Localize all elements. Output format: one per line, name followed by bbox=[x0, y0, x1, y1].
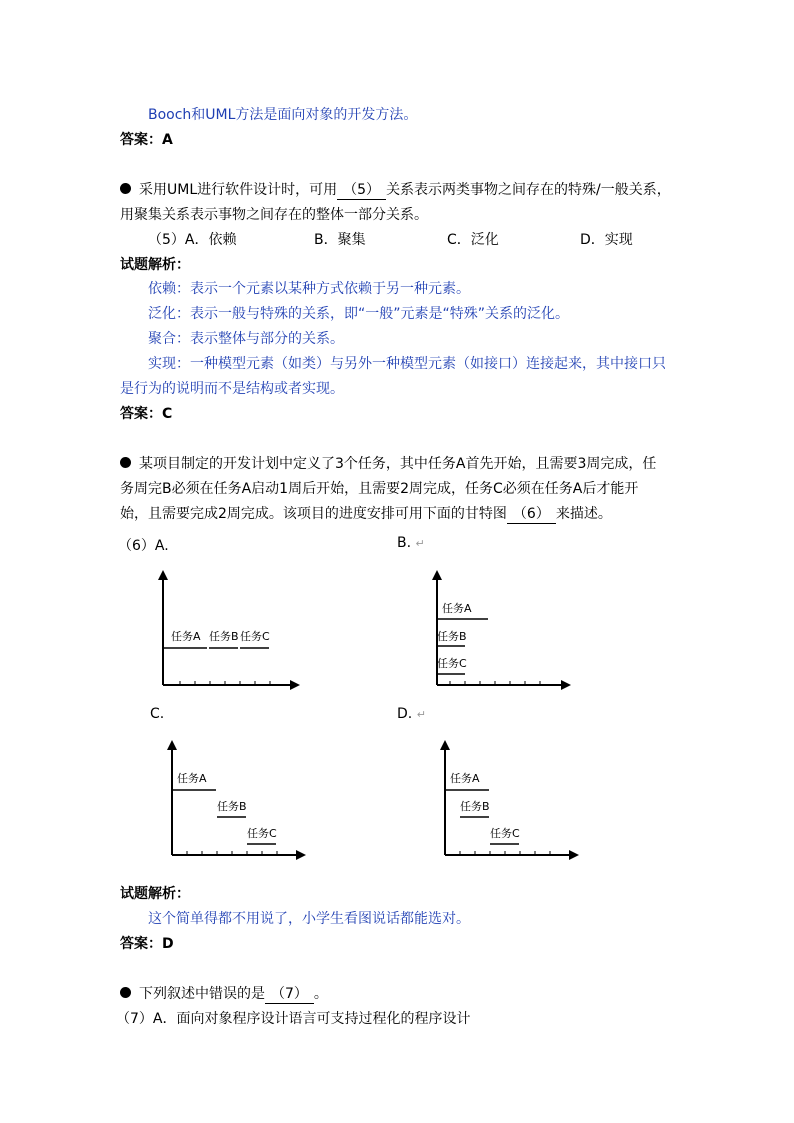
analysis-heading: 试题解析： bbox=[120, 257, 190, 273]
analysis-line: 依赖：表示一个元素以某种方式依赖于另一种元素。 bbox=[148, 281, 470, 297]
return-mark-icon: ↵ bbox=[415, 537, 425, 550]
question-6-line3: 始，且需要完成2周完成。该项目的进度安排可用下面的甘特图 （6） 来描述。 bbox=[120, 503, 612, 524]
option-b: B．聚集 bbox=[314, 232, 366, 248]
option-b-label: B. ↵ bbox=[397, 535, 425, 551]
question-6-line1: 某项目制定的开发计划中定义了3个任务，其中任务A首先开始，且需要3周完成，任 bbox=[120, 453, 656, 473]
answer-blank: （6） bbox=[507, 503, 556, 524]
task-a-label: 任务A bbox=[177, 772, 207, 785]
x-axis-arrow bbox=[290, 680, 300, 690]
analysis-line: 聚合：表示整体与部分的关系。 bbox=[148, 331, 344, 347]
task-b-label: 任务B bbox=[460, 800, 490, 813]
option-a: （5）A．依赖 bbox=[148, 232, 237, 248]
task-b-label: 任务B bbox=[209, 630, 239, 643]
task-a-label: 任务A bbox=[171, 630, 201, 643]
bullet-icon bbox=[120, 183, 131, 194]
return-mark-icon: ↵ bbox=[416, 708, 426, 721]
question-5-line1: 采用UML进行软件设计时，可用 （5） 关系表示两类事物之间存在的特殊/一般关系， bbox=[120, 179, 671, 200]
answer-line: 答案：A bbox=[120, 132, 173, 148]
task-c-label: 任务C bbox=[240, 630, 270, 643]
gantt-chart-d bbox=[433, 740, 588, 865]
y-axis-arrow bbox=[440, 740, 450, 750]
task-b-label: 任务B bbox=[437, 630, 467, 643]
option-d-label: D. ↵ bbox=[397, 706, 426, 722]
question-7-line1: 下列叙述中错误的是 （7） 。 bbox=[120, 983, 328, 1004]
option-c: C．泛化 bbox=[447, 232, 499, 248]
analysis-line: Booch和UML方法是面向对象的开发方法。 bbox=[148, 107, 418, 123]
x-axis-arrow bbox=[569, 850, 579, 860]
question-5-line2: 用聚集关系表示事物之间存在的整体一部分关系。 bbox=[120, 207, 428, 223]
y-axis-arrow bbox=[158, 570, 168, 580]
gantt-chart-a bbox=[150, 570, 310, 695]
task-a-label: 任务A bbox=[442, 602, 472, 615]
answer-blank: （7） bbox=[265, 983, 314, 1004]
option-c-label: C. bbox=[150, 706, 165, 722]
bullet-icon bbox=[120, 987, 131, 998]
y-axis-arrow bbox=[432, 570, 442, 580]
option-a: （7）A．面向对象程序设计语言可支持过程化的程序设计 bbox=[116, 1011, 471, 1027]
analysis-line: 这个简单得都不用说了，小学生看图说话都能选对。 bbox=[148, 911, 470, 927]
task-a-label: 任务A bbox=[450, 772, 480, 785]
task-c-label: 任务C bbox=[490, 827, 520, 840]
option-a-label: （6）A. bbox=[118, 538, 169, 554]
gantt-chart-c bbox=[160, 740, 315, 865]
analysis-line: 是行为的说明而不是结构或者实现。 bbox=[120, 381, 344, 397]
answer-blank: （5） bbox=[337, 179, 386, 200]
analysis-line: 泛化：表示一般与特殊的关系，即“一般”元素是“特殊”关系的泛化。 bbox=[148, 306, 570, 322]
option-d: D．实现 bbox=[580, 232, 633, 248]
task-c-label: 任务C bbox=[437, 657, 467, 670]
task-c-label: 任务C bbox=[247, 827, 277, 840]
gantt-chart-b bbox=[425, 570, 580, 695]
analysis-heading: 试题解析： bbox=[120, 886, 190, 902]
x-axis-arrow bbox=[296, 850, 306, 860]
question-6-line2: 务周完B必须在任务A启动1周后开始，且需要2周完成，任务C必须在任务A后才能开 bbox=[120, 481, 639, 497]
answer-line: 答案：C bbox=[120, 406, 173, 422]
x-axis-arrow bbox=[561, 680, 571, 690]
task-b-label: 任务B bbox=[217, 800, 247, 813]
bullet-icon bbox=[120, 457, 131, 468]
analysis-line: 实现：一种模型元素（如类）与另外一种模型元素（如接口）连接起来，其中接口只 bbox=[148, 356, 666, 372]
answer-line: 答案：D bbox=[120, 936, 174, 952]
y-axis-arrow bbox=[167, 740, 177, 750]
